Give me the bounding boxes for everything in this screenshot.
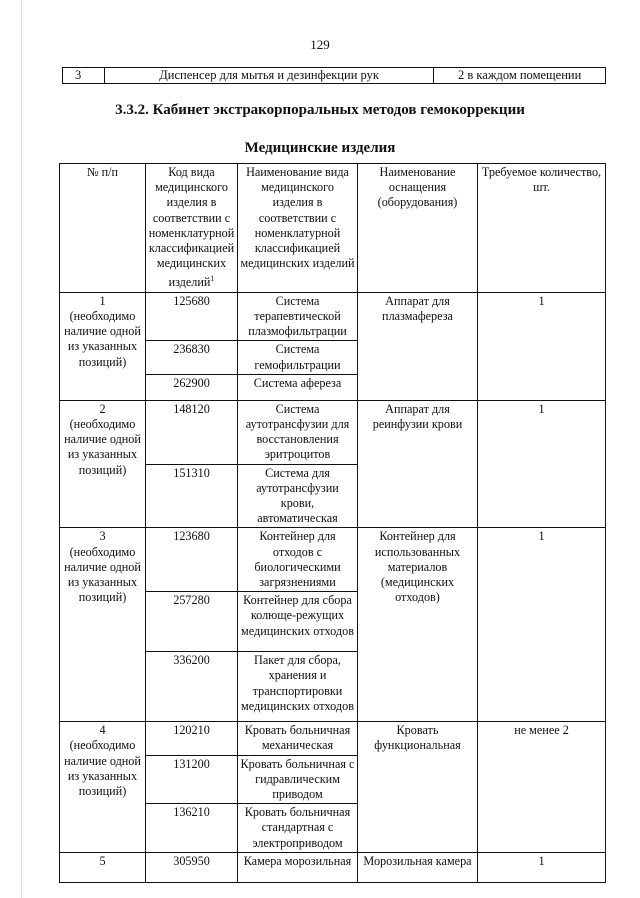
device-name: Система аутотрансфузии для восстановления эритроцитов [238, 400, 358, 464]
group-number: 2 (необходимо наличие одной из указанных позиций) [60, 400, 146, 528]
device-code: 257280 [146, 592, 238, 652]
header-name: Наименование вида медицинского изделия в соответствии с номенклатурной классификацией медицинских изделий [238, 164, 358, 293]
required-quantity: не менее 2 [478, 722, 606, 853]
scan-edge-line [21, 0, 22, 898]
header-code-text: Код вида медицинского изделия в соответствии с номенклатурной классификацией медицинских изделий [148, 165, 235, 290]
table-row [60, 722, 606, 755]
row-number: 3 [63, 68, 105, 84]
group-number: 4 (необходимо наличие одной из указанных позиций) [60, 722, 146, 853]
header-code [146, 164, 238, 293]
subtitle: Медицинские изделия [244, 140, 396, 156]
required-quantity: 1 [478, 852, 606, 882]
device-name: Кровать больничная механическая [238, 722, 358, 755]
table-row [63, 68, 606, 84]
item-name: Диспенсер для мытья и дезинфекции рук [104, 68, 433, 84]
group-number: 5 [60, 852, 146, 882]
footnote-marker: 1 [210, 274, 215, 284]
device-name: Камера морозильная [238, 852, 358, 882]
section-title: 3.3.2. Кабинет экстракорпоральных методов гемокоррекции [115, 102, 525, 118]
header-row [60, 164, 606, 293]
equipment-name: Кровать функциональная [358, 722, 478, 853]
group-number: 3 (необходимо наличие одной из указанных позиций) [60, 528, 146, 722]
table-row [60, 292, 606, 341]
device-code: 148120 [146, 400, 238, 464]
required-quantity: 1 [478, 292, 606, 400]
device-name: Кровать больничная с гидравлическим приводом [238, 755, 358, 804]
device-code: 123680 [146, 528, 238, 592]
device-name: Система афереза [238, 374, 358, 400]
device-code: 305950 [146, 852, 238, 882]
device-name: Система гемофильтрации [238, 341, 358, 374]
table-row [60, 528, 606, 592]
device-code: 236830 [146, 341, 238, 374]
device-name: Система терапевтической плазмофильтрации [238, 292, 358, 341]
device-code: 151310 [146, 464, 238, 528]
device-code: 136210 [146, 804, 238, 853]
device-code: 125680 [146, 292, 238, 341]
device-name: Кровать больничная стандартная с электроприводом [238, 804, 358, 853]
device-name: Пакет для сбора, хранения и транспортировки медицинских отходов [238, 652, 358, 722]
group-number: 1 (необходимо наличие одной из указанных позиций) [60, 292, 146, 400]
medical-devices-table [59, 163, 606, 883]
header-quantity: Требуемое количество, шт. [478, 164, 606, 293]
equipment-name: Аппарат для реинфузии крови [358, 400, 478, 528]
table-row [60, 400, 606, 464]
equipment-name: Аппарат для плазмафереза [358, 292, 478, 400]
item-quantity: 2 в каждом помещении [434, 68, 606, 84]
page-number: 129 [310, 37, 330, 52]
table-body [60, 292, 606, 882]
required-quantity: 1 [478, 528, 606, 722]
table-row [60, 852, 606, 882]
device-code: 262900 [146, 374, 238, 400]
header-equipment: Наименование оснащения (оборудования) [358, 164, 478, 293]
header-num: № п/п [60, 164, 146, 293]
device-name: Контейнер для сбора колюще-режущих медицинских отходов [238, 592, 358, 652]
equipment-name: Контейнер для использованных материалов (медицинских отходов) [358, 528, 478, 722]
required-quantity: 1 [478, 400, 606, 528]
device-code: 131200 [146, 755, 238, 804]
equipment-name: Морозильная камера [358, 852, 478, 882]
device-code: 120210 [146, 722, 238, 755]
device-code: 336200 [146, 652, 238, 722]
previous-table-last-row [62, 67, 606, 84]
device-name: Система для аутотрансфузии крови, автоматическая [238, 464, 358, 528]
device-name: Контейнер для отходов с биологическими загрязнениями [238, 528, 358, 592]
